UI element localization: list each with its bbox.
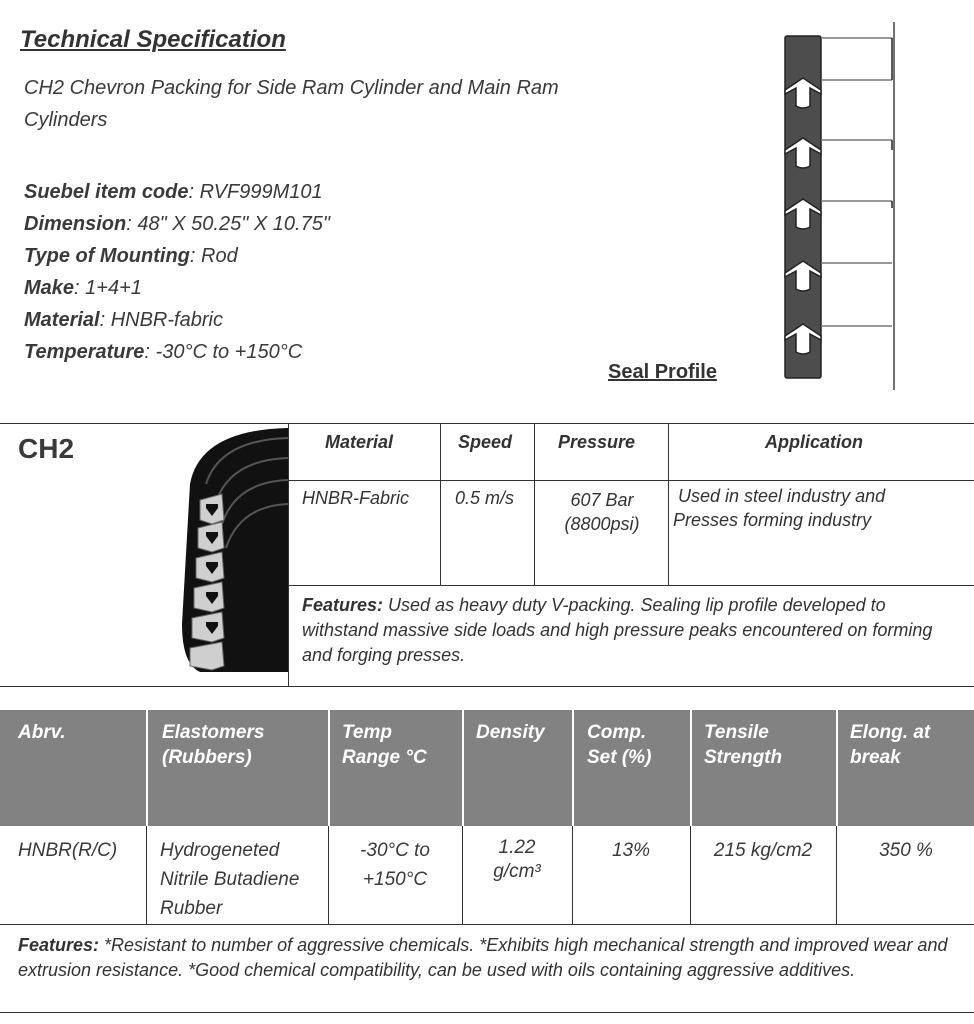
cell-speed: 0.5 m/s (455, 488, 515, 508)
page-title: Technical Specification (20, 26, 286, 53)
header-pressure: Pressure (558, 432, 636, 452)
divider (668, 423, 669, 585)
cell-tensile: 215 kg/cm2 (713, 840, 813, 861)
cell-temp-range: -30°C to +150°C (360, 840, 430, 890)
header-elastomers: Elastomers (Rubbers) (162, 722, 265, 768)
header-abrv: Abrv. (18, 722, 66, 743)
cell-abrv: HNBR(R/C) (18, 840, 118, 861)
cell-elastomer: Hydrogeneted Nitrile Butadiene Rubber (160, 840, 300, 919)
divider (572, 710, 574, 826)
divider (146, 826, 147, 924)
header-temp-range: Temp Range °C (342, 722, 427, 768)
spec-item-code: Suebel item code: RVF999M101 (24, 181, 323, 203)
spec-make: Make: 1+4+1 (24, 277, 142, 299)
cell-elongation: 350 % (879, 840, 933, 861)
cell-application: Used in steel industry and Presses forming industry (673, 486, 886, 530)
spec-list (24, 176, 330, 368)
divider (690, 710, 692, 826)
spec-temperature: Temperature: -30°C to +150°C (24, 341, 303, 363)
seal-profile-diagram (760, 18, 910, 398)
product-subtitle: CH2 Chevron Packing for Side Ram Cylinder and Main Ram Cylinders (24, 77, 559, 131)
header-comp-set: Comp. Set (%) (587, 722, 652, 768)
spec-mounting: Type of Mounting: Rod (24, 245, 238, 267)
divider (690, 826, 691, 924)
cell-pressure: 607 Bar (8800psi) (564, 490, 640, 534)
divider (836, 826, 837, 924)
divider (440, 423, 441, 585)
divider (0, 423, 974, 424)
divider (836, 710, 838, 826)
header-tensile: Tensile Strength (704, 722, 783, 768)
divider (146, 710, 148, 826)
header-elongation: Elong. at break (850, 722, 931, 768)
divider (462, 826, 463, 924)
divider (0, 924, 974, 925)
divider (288, 480, 974, 481)
divider (288, 423, 289, 686)
seal-profile-label: Seal Profile (608, 361, 717, 383)
cell-material: HNBR-Fabric (302, 488, 410, 508)
product-name: CH2 (18, 433, 75, 464)
spec-dimension: Dimension: 48" X 50.25" X 10.75" (24, 213, 330, 235)
divider (0, 1012, 974, 1013)
cell-comp-set: 13% (611, 840, 651, 861)
chevron-packing-image (160, 424, 290, 674)
header-density: Density (476, 722, 545, 743)
header-speed: Speed (458, 432, 513, 452)
header-application: Application (765, 432, 863, 452)
divider (534, 423, 535, 585)
elastomer-features: Features: *Resistant to number of aggressive chemicals. *Exhibits high mechanical strength and improved wear and extrusion resistance. *Good chemical compatibility, can be used with oils containing aggressive additives. (18, 935, 948, 980)
divider (462, 710, 464, 826)
divider (328, 826, 329, 924)
divider (328, 710, 330, 826)
divider (0, 686, 974, 687)
divider (572, 826, 573, 924)
divider (288, 585, 974, 586)
spec-material: Material: HNBR-fabric (24, 309, 223, 331)
product-features: Features: Used as heavy duty V-packing. Sealing lip profile developed to withstand massive side loads and high pressure peaks encountered on forming and forging presses. (302, 595, 933, 665)
header-material: Material (325, 432, 394, 452)
cell-density: 1.22 g/cm³ (493, 837, 541, 882)
